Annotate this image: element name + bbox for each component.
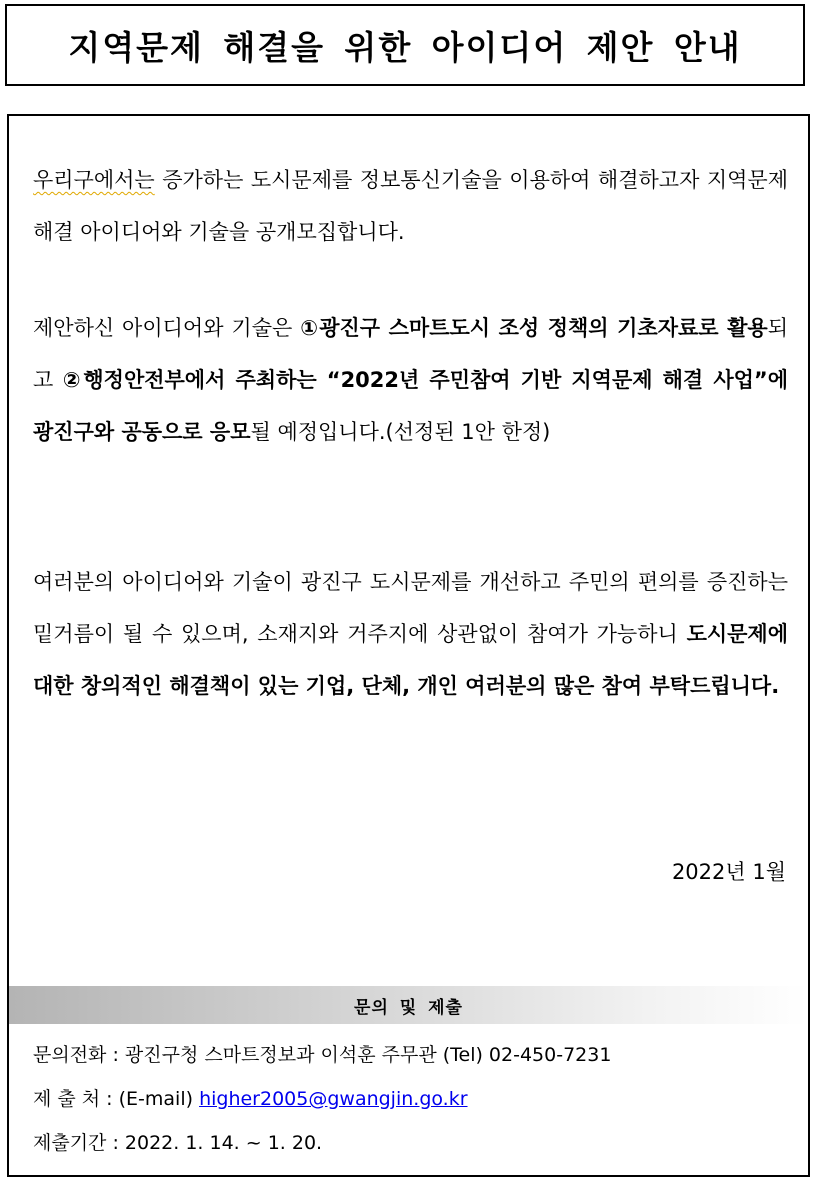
appeal-bold: 도시문제에 대한 창의적인 해결책이 있는 기업, 단체, 개인 여러분의 많은 참여 부탁드립니다.: [33, 622, 788, 698]
usage-text-1: 제안하신 아이디어와 기술은: [33, 316, 301, 340]
page-title: 지역문제 해결을 위한 아이디어 제안 안내: [68, 27, 742, 67]
notice-body: [7, 114, 810, 1177]
contact-section-header: 문의 및 제출: [9, 986, 808, 1024]
contact-submit-line: [33, 1084, 468, 1111]
appeal-paragraph: [33, 556, 788, 712]
intro-paragraph: [33, 154, 788, 258]
usage-paragraph: [33, 302, 788, 458]
contact-period-line: 제출기간 : 2022. 1. 14. ~ 1. 20.: [33, 1132, 323, 1154]
contact-phone-line: 문의전화 : 광진구청 스마트정보과 이석훈 주무관 (Tel) 02-450-7231: [33, 1044, 612, 1066]
submit-prefix: 제 출 처 : (E-mail): [33, 1088, 200, 1110]
appeal-text: 여러분의 아이디어와 기술이 광진구 도시문제를 개선하고 주민의 편의를 증진하는 밑거름이 될 수 있으며, 소재지와 거주지에 상관없이 참여가 가능하니: [33, 570, 788, 646]
usage-bold-1: ①광진구 스마트도시 조성 정책의 기초자료로 활용: [300, 316, 768, 340]
title-box: [5, 4, 805, 86]
usage-bold-2: ②행정안전부에서 주최하는 “2022년 주민참여 기반 지역문제 해결 사업”에 광진구와 공동으로 응모: [33, 368, 788, 444]
intro-rest: 증가하는 도시문제를 정보통신기술을 이용하여 해결하고자 지역문제 해결 아이디어와 기술을 공개모집합니다.: [33, 168, 788, 244]
intro-lead: 우리구에서는: [33, 168, 155, 192]
usage-text-3: 될 예정입니다.(선정된 1안 한정): [250, 420, 551, 444]
notice-date: 2022년 1월: [671, 860, 786, 884]
email-link[interactable]: higher2005@gwangjin.go.kr: [199, 1088, 468, 1110]
usage-text-2: 되고: [33, 316, 788, 392]
